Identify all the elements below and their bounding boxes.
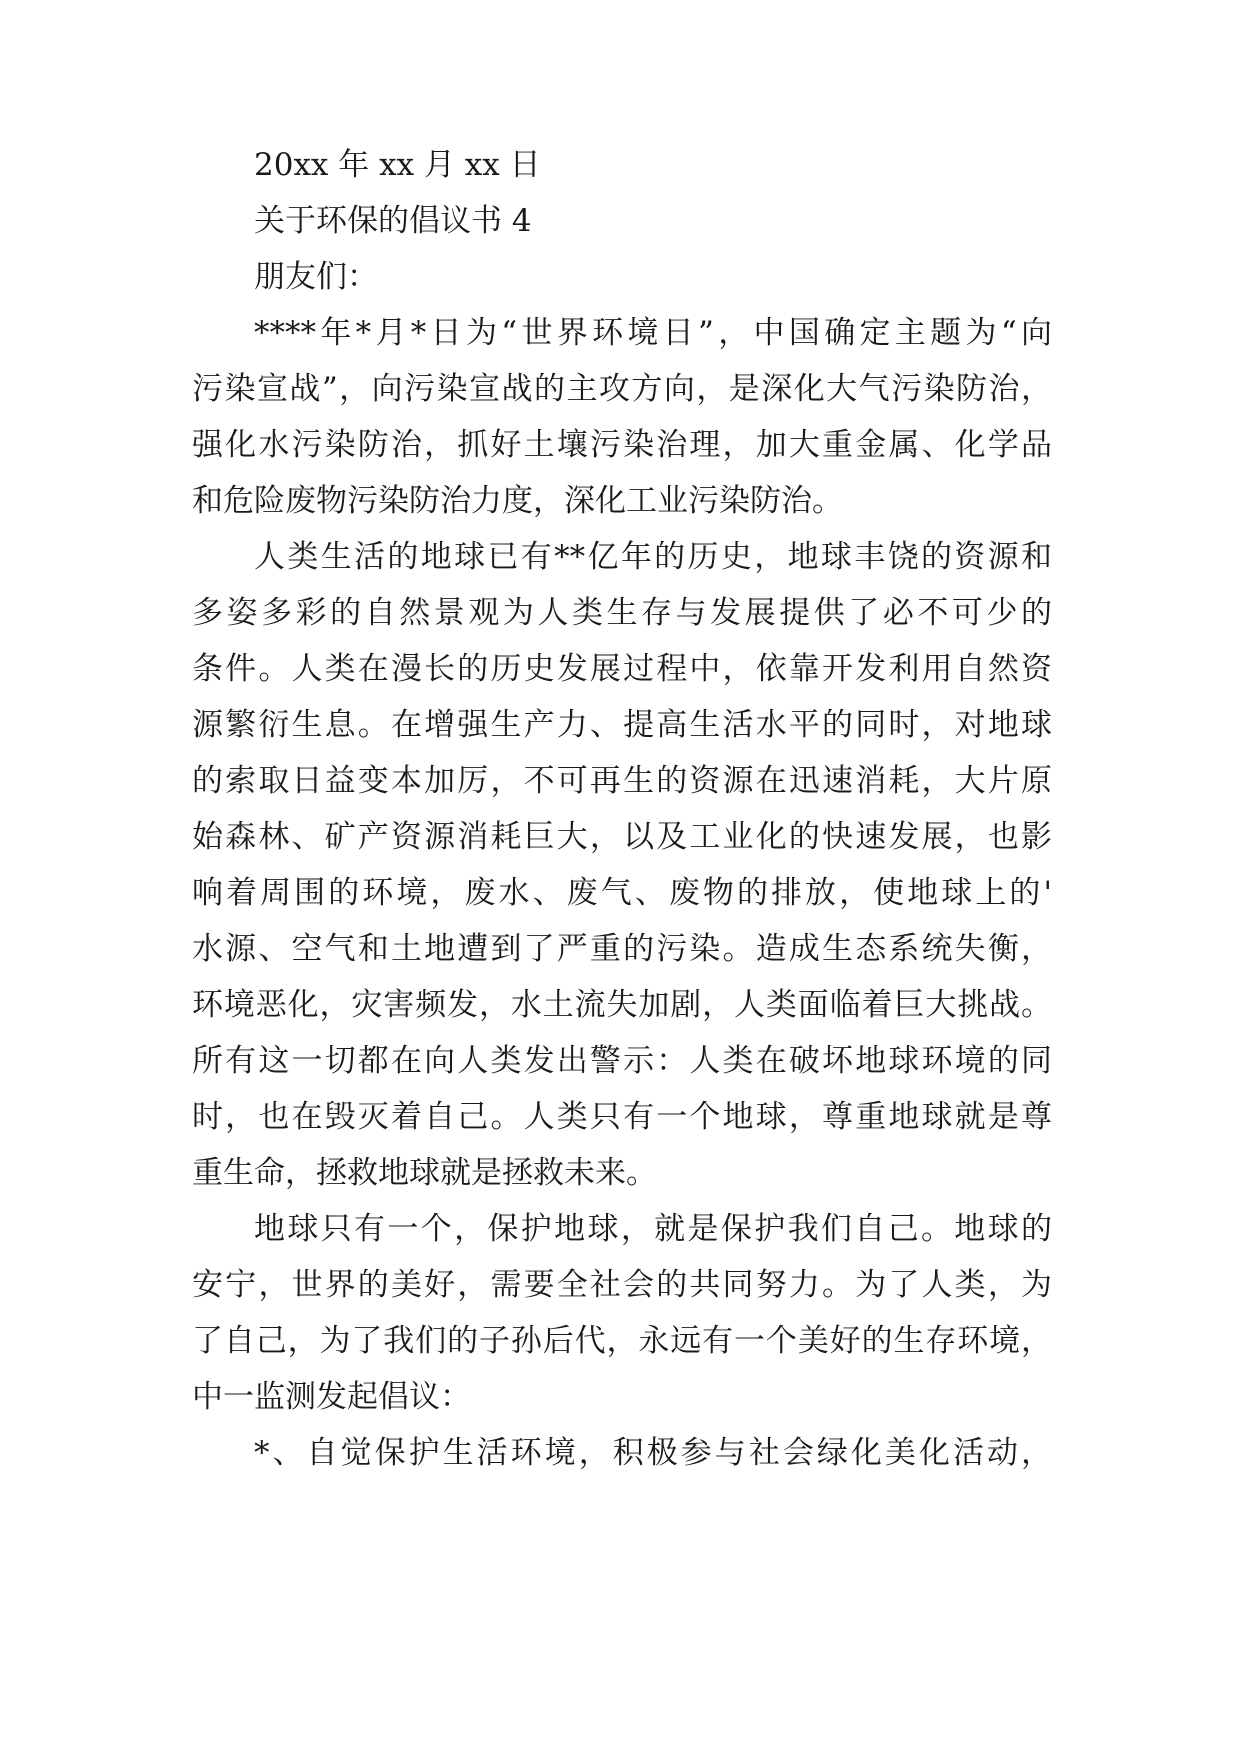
body-line: 地球只有一个，保护地球，就是保护我们自己。地球的 (254, 1211, 1052, 1247)
body-line: 所有这一切都在向人类发出警示：人类在破坏地球环境的同 (192, 1043, 1052, 1079)
salutation: 朋友们： (254, 259, 378, 295)
body-line: 时，也在毁灭着自己。人类只有一个地球，尊重地球就是尊 (192, 1099, 1052, 1135)
body-line: 始森林、矿产资源消耗巨大，以及工业化的快速发展，也影 (192, 819, 1052, 855)
body-line: 条件。人类在漫长的历史发展过程中，依靠开发利用自然资 (192, 651, 1052, 687)
body-line: 人类生活的地球已有**亿年的历史，地球丰饶的资源和 (254, 539, 1052, 575)
body-line: 安宁，世界的美好，需要全社会的共同努力。为了人类，为 (192, 1267, 1052, 1303)
body-line: 和危险废物污染防治力度，深化工业污染防治。 (192, 483, 843, 519)
body-line: 水源、空气和土地遭到了严重的污染。造成生态系统失衡， (192, 931, 1052, 967)
body-line: 响着周围的环境，废水、废气、废物的排放，使地球上的' (192, 875, 1052, 911)
body-line: 环境恶化，灾害频发，水土流失加剧，人类面临着巨大挑战。 (192, 987, 1052, 1023)
document-title: 关于环保的倡议书 4 (254, 203, 532, 239)
body-line: 多姿多彩的自然景观为人类生存与发展提供了必不可少的 (192, 595, 1052, 631)
date-line: 20xx 年 xx 月 xx 日 (254, 147, 541, 183)
body-line: 了自己，为了我们的子孙后代，永远有一个美好的生存环境， (192, 1323, 1052, 1359)
proposal-item: *、自觉保护生活环境，积极参与社会绿化美化活动， (254, 1435, 1052, 1471)
body-line: 污染宣战”，向污染宣战的主攻方向，是深化大气污染防治， (192, 371, 1052, 407)
body-line: 的索取日益变本加厉，不可再生的资源在迅速消耗，大片原 (192, 763, 1052, 799)
body-line: 重生命，拯救地球就是拯救未来。 (192, 1155, 657, 1191)
body-line: ****年*月*日为“世界环境日”，中国确定主题为“向 (254, 315, 1052, 351)
body-line: 中一监测发起倡议： (192, 1379, 471, 1415)
body-line: 源繁衍生息。在增强生产力、提高生活水平的同时，对地球 (192, 707, 1052, 743)
body-line: 强化水污染防治，抓好土壤污染治理，加大重金属、化学品 (192, 427, 1052, 463)
